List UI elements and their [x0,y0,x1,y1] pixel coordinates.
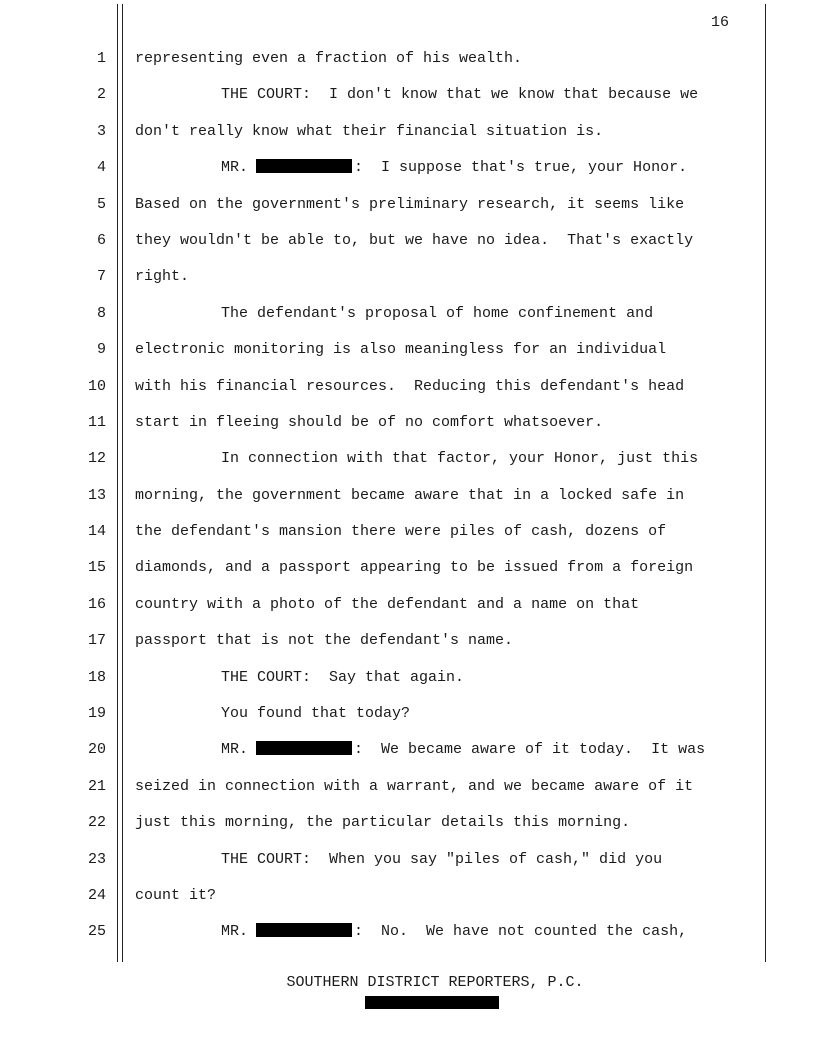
transcript-line [0,734,816,770]
line-text: THE COURT: When you say "piles of cash," did you [221,850,663,868]
transcript-line [0,116,816,152]
footer-redaction-box [365,996,499,1009]
line-text: country with a photo of the defendant and a name on that [135,595,640,613]
line-text: right. [135,268,190,286]
line-number: 1 [96,50,106,67]
transcript-line [0,43,816,79]
line-text: THE COURT: I don't know that we know that because we [221,86,699,104]
line-number: 25 [87,923,106,941]
transcript-line [0,516,816,552]
line-text [221,923,687,940]
line-number: 6 [96,231,106,249]
transcript-line [0,880,816,916]
line-number: 16 [87,595,106,613]
line-text-content: : We became aware of it today. It was [354,741,706,759]
line-text [221,159,687,176]
line-text: they wouldn't be able to, but we have no idea. That's exactly [135,231,694,249]
line-text: start in fleeing should be of no comfort whatsoever. [135,413,604,431]
line-text: don't really know what their financial situation is. [135,122,604,140]
transcript-line [0,407,816,443]
line-text-content: : I suppose that's true, your Honor. [354,159,688,177]
line-number: 19 [87,705,106,723]
transcript-line [0,844,816,880]
transcript-line [0,152,816,188]
speaker-label: MR. [221,923,249,941]
transcript-line [0,698,816,734]
speaker-label: MR. [221,741,249,759]
transcript-lines [0,43,816,953]
line-text: count it? [135,886,217,904]
page-number: 16 [710,14,729,31]
line-number: 20 [87,741,106,759]
transcript-line [0,443,816,479]
line-text: diamonds, and a passport appearing to be issued from a foreign [135,559,694,577]
line-number: 11 [87,413,106,431]
redaction-box [256,923,352,937]
transcript-line [0,261,816,297]
footer-reporter: SOUTHERN DISTRICT REPORTERS, P.C. [286,974,584,991]
transcript-line [0,916,816,952]
line-number: 2 [96,86,106,104]
line-text: electronic monitoring is also meaningless for an individual [135,341,667,359]
line-text: representing even a fraction of his wealth. [135,50,523,67]
line-number: 13 [87,486,106,504]
transcript-line [0,225,816,261]
redaction-box [256,741,352,755]
line-number: 15 [87,559,106,577]
line-text: passport that is not the defendant's name. [135,632,514,650]
line-text-content: : No. We have not counted the cash, [354,923,688,941]
transcript-line [0,807,816,843]
line-number: 17 [87,632,106,650]
transcript-line [0,662,816,698]
line-text: seized in connection with a warrant, and we became aware of it [135,777,694,795]
line-text: Based on the government's preliminary research, it seems like [135,195,685,213]
line-number: 3 [96,122,106,140]
transcript-line [0,371,816,407]
transcript-line [0,552,816,588]
line-number: 22 [87,814,106,832]
transcript-line [0,480,816,516]
line-text: the defendant's mansion there were piles of cash, dozens of [135,523,667,541]
line-number: 21 [87,777,106,795]
line-number: 24 [87,886,106,904]
transcript-line [0,298,816,334]
line-number: 18 [87,668,106,686]
transcript-line [0,625,816,661]
line-number: 14 [87,523,106,541]
line-text: THE COURT: Say that again. [221,668,465,686]
line-number: 10 [87,377,106,395]
line-text: just this morning, the particular details this morning. [135,814,631,832]
line-text: The defendant's proposal of home confinement and [221,304,654,322]
line-number: 8 [96,304,106,322]
transcript-line [0,79,816,115]
line-text [221,741,705,758]
transcript-line [0,589,816,625]
line-number: 12 [87,450,106,468]
line-text: morning, the government became aware that in a locked safe in [135,486,685,504]
transcript-line [0,771,816,807]
line-number: 9 [96,341,106,359]
line-number: 23 [87,850,106,868]
line-text: In connection with that factor, your Honor, just this [221,450,699,468]
line-number: 4 [96,159,106,177]
line-number: 5 [96,195,106,213]
redaction-box [256,159,352,173]
line-text: You found that today? [221,705,411,723]
speaker-label: MR. [221,159,249,177]
line-number: 7 [96,268,106,286]
transcript-line [0,334,816,370]
line-text: with his financial resources. Reducing this defendant's head [135,377,685,395]
transcript-line [0,189,816,225]
